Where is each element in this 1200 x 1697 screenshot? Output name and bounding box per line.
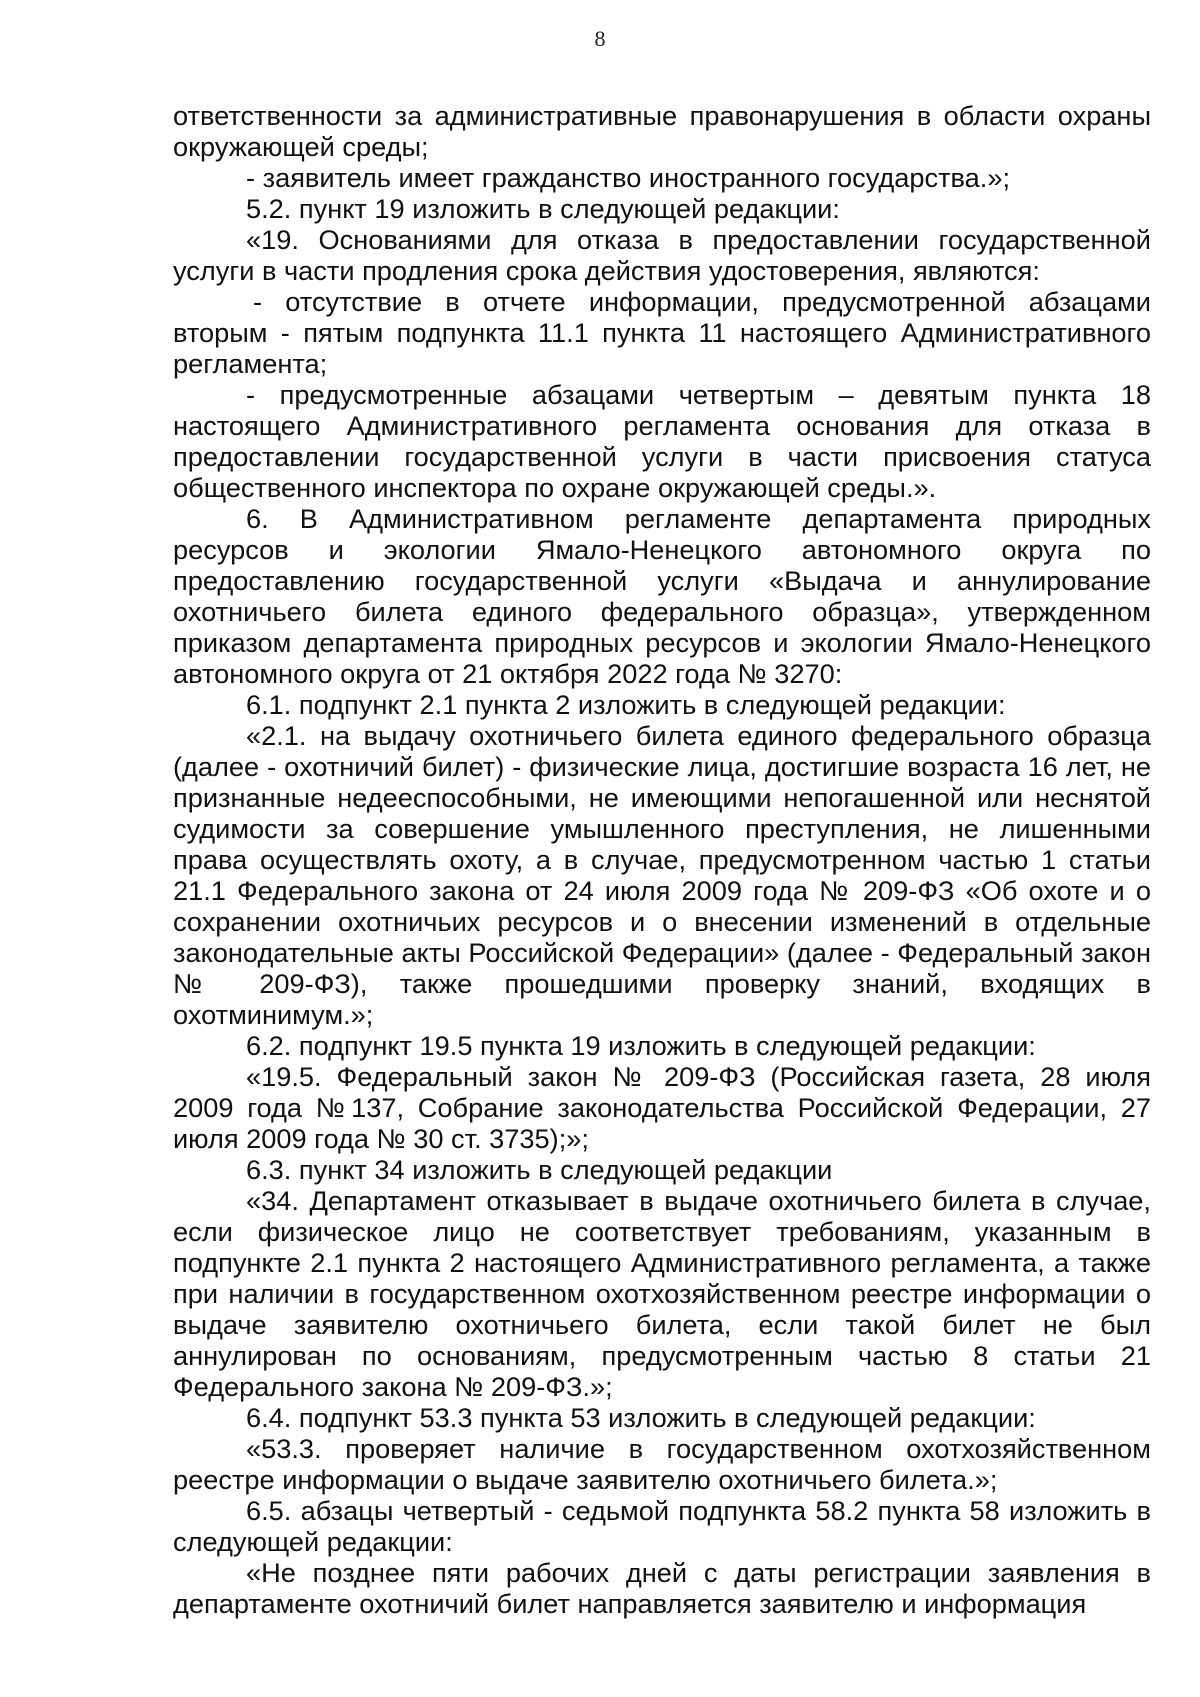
paragraph: - заявитель имеет гражданство иностранного государства.»; [246, 162, 1011, 193]
paragraph: «19. Основаниями для отказа в предоставлении государственной услуги в части продления срока действия удостоверения, являются: [173, 224, 1151, 286]
paragraph: 6.5. абзацы четвертый - седьмой подпункта 58.2 пункта 58 изложить в следующей редакции: [173, 1495, 1151, 1557]
paragraph: «34. Департамент отказывает в выдаче охотничьего билета в случае, если физическое лицо не соответствует требованиям, указанным в подпункте 2.1 пункта 2 настоящего Административного регламента, а также при наличии в государственном охотхозяйственном реестре информации о выдаче заявителю охотничьего билета, если такой билет не был аннулирован по основаниям, предусмотренным частью 8 статьи 21 Федерального закона № 209-ФЗ.»; [173, 1185, 1151, 1402]
paragraph: - отсутствие в отчете информации, предусмотренной абзацами вторым - пятым подпункта 11.1 пункта 11 настоящего Административного регламента; [173, 286, 1151, 379]
page-number: 8 [594, 26, 606, 51]
paragraph: «Не позднее пяти рабочих дней с даты регистрации заявления в департаменте охотничий билет направляется заявителю и информация [173, 1557, 1151, 1619]
paragraph: «2.1. на выдачу охотничьего билета единого федерального образца (далее - охотничий билет) - физические лица, достигшие возраста 16 лет, не признанные недееспособными, не имеющими непогашенной или неснятой судимости за совершение умышленного преступления, не лишенными права осуществлять охоту, а в случае, предусмотренном частью 1 статьи 21.1 Федерального закона от 24 июля 2009 года № 209-ФЗ «Об охоте и о сохранении охотничьих ресурсов и о внесении изменений в отдельные законодательные акты Российской Федерации» (далее - Федеральный закон № 209-ФЗ), также прошедшими проверку знаний, входящих в охотминимум.»; [173, 720, 1151, 1030]
paragraph: 6.1. подпункт 2.1 пункта 2 изложить в следующей редакции: [246, 689, 1006, 720]
paragraph: - предусмотренные абзацами четвертым – девятым пункта 18 настоящего Административного регламента основания для отказа в предоставлении государственной услуги в части присвоения статуса общественного инспектора по охране окружающей среды.». [173, 379, 1151, 503]
paragraph: 6. В Административном регламенте департамента природных ресурсов и экологии Ямало-Ненецкого автономного округа по предоставлению государственной услуги «Выдача и аннулирование охотничьего билета единого федерального образца», утвержденном приказом департамента природных ресурсов и экологии Ямало-Ненецкого автономного округа от 21 октября 2022 года № 3270: [173, 503, 1151, 689]
paragraph: «53.3. проверяет наличие в государственном охотхозяйственном реестре информации о выдаче заявителю охотничьего билета.»; [173, 1433, 1151, 1495]
paragraph: 5.2. пункт 19 изложить в следующей редакции: [246, 193, 840, 224]
paragraph: 6.3. пункт 34 изложить в следующей редакции [246, 1154, 833, 1185]
paragraph: 6.2. подпункт 19.5 пункта 19 изложить в следующей редакции: [246, 1030, 1036, 1061]
paragraph: ответственности за административные правонарушения в области охраны окружающей среды; [173, 100, 1151, 162]
paragraph: «19.5. Федеральный закон № 209-ФЗ (Российская газета, 28 июля 2009 года №137, Собрание законодательства Российской Федерации, 27 июля 2009 года № 30 ст. 3735);»; [173, 1061, 1151, 1154]
paragraph: 6.4. подпункт 53.3 пункта 53 изложить в следующей редакции: [246, 1402, 1036, 1433]
document-body [173, 100, 1151, 1619]
